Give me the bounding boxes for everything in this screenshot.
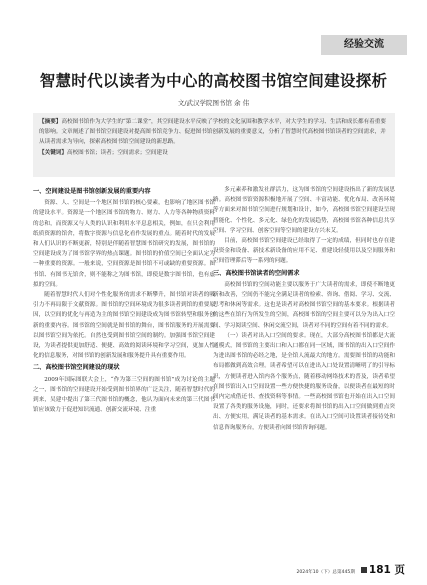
section-heading: 一、空间建设是图书馆创新发展的重要内容 [33,188,151,195]
abstract-label: 【摘要】 [39,119,62,125]
body-paragraph: 2009年国际图联大会上，“作为第三空间的图书馆”成为讨论的主题之一，图书馆的空间建设开始受到图书馆界的广泛关注，随着智慧时代的到来，吴建中提出了第三代图书馆的概念，他认为面向未来的第三代图书馆应该致力于促进知识流通、创新交流环境、注重 [33,376,215,414]
issue-info: 2024年10（下）总第445期 [296,570,355,575]
body-paragraph: 目前，高校图书馆空间建设已经取得了一定的成绩，但同时也存在建设资金和设备、新技术新设备的应用不足、重建设轻使用以及空间服务和空间管理滞后等一系列的问题。 [213,238,395,265]
keywords-text: 高校图书馆；读者；空间需求；空间建设 [66,149,168,156]
page-number-text: 181 页 [368,564,405,576]
article-author: 文/武汉学院图书馆 余 伟 [177,99,250,107]
body-paragraph: 多元素养和激发社群活力，这为图书馆的空间建设指出了新的发展思路。高校图书馆资源积极地开展了空间、丰富功能、优化布局、改善环境等方面来对图书馆空间进行规划和设计，如今，高校图书馆空间建设呈现智能化、个性化、多元化、绿色化的发展趋势，高校图书馆各种信息共享空间、学习空间、创客空间等空间的建设方兴未艾。 [213,187,395,234]
body-paragraph: 资源、人、空间是一个地区图书馆的核心要素，也影响了地区图书馆的建设水平。资源是一个地区图书馆的物力、财力、人力等各种物质资料的总和，而资源又与人类的认识和利用水平息息相关，例如，在只会利用纸质资源的馆舍，将数字资源与信息化看作发展的重点。随着时代的发展和人们认识的不断更新，特别是伴随着智慧图书馆研究的发展，图书馆的空间建设成为了图书馆学界的热点课题。图书馆的价值空间已全面认定为一种重要的资源。一般来说，空间资源是图书馆不可或缺的重要资源。图书馆、有图书无馆舍，则不能称之为图书馆，即使是数字图书馆，也有虚拟的空间。 [33,200,215,288]
abstract-text: 高校图书馆作为大学生的“第二课堂”，其空间建设水平反映了学校的文化氛围和教学水平，对大学生的学习、生活和成长都有着重要的影响。文章阐述了图书馆空间建设对提高图书馆竞争力、促进图书馆创新发展的重要意义，分析了智慧时代高校图书馆读者的空间需求，并从读者需求为导向，探索高校图书馆空间建设的新思路。 [39,119,386,146]
left-column [33,185,215,415]
abstract [39,117,389,148]
abstract-box [33,113,395,177]
section-heading: 三、高校图书馆读者的空间需求 [213,269,300,277]
column-tag: 经验交流 [321,35,407,55]
page-footer [296,562,405,577]
body-paragraph: 高校图书馆的空间功能主要以服务于广大读者的需求，即使不断地更新和改善，空间仍不能完全满足读者的检索、咨询、借阅、学习、交流、思考和休闲等需求。这也是读者对高校图书馆空间的基本要求。根据读者的这些在馆行为所发生的空间，高校图书馆的空间主要可以分为出入口空间、学习阅读空间、休闲交流空间，读者对不同的空间有着不同的需求。 [213,281,395,329]
keywords-label: 【关键词】 [39,149,67,156]
square-icon [361,567,367,573]
article-title: 智慧时代以读者为中心的高校图书馆空间建设探析 [39,72,388,90]
section-heading: 二、高校图书馆空间建设的现状 [33,364,120,372]
body-paragraph: （一）读者对出入口空间的要求。现在，大部分高校图书馆都是大流通模式，图书馆的主要出口和入口都在同一区域，图书馆的出入口空间作为进出图书馆的必经之地，是全馆人流最大的地方。需要图书馆的功能和布局都做到高效合理。读者希望可以在进出入口处设置清晰明了的引导标识，方便读者进入馆内各个服务点，随着移动网络技术的普及，读者希望在图书馆出入口空间设置一些方便快捷的服务设备，以便读者在最短的时间内完成借还书、查找资料等事情。一些高校图书馆也开始在出入口空间设置了各类的服务设施，同时，还要求将图书馆的出入口空间做到重点突出、方便实用，满足读者的基本需求。在出入口空间可设置读者接待处和信息咨询服务台，方便读者向图书馆咨询问题。 [213,332,395,431]
body-paragraph: 随着智慧时代人们对个性化服务的需求不断攀升，图书馆对读者的吸引力不再局限于文献资源。图书馆的空间环境成为很多读者到馆的重要原因，以空间的优化与再造为主的图书馆空间建设成为图书馆转型和服务创新的重要内容。图书馆的空间就是图书馆的舞台，图书馆服务的开展需要以图书馆空间为依托。自然也受到图书馆空间的制约。加强图书馆空间建设，为读者提供更加舒适、便捷、高效的阅读环境和学习空间，更加人性化的信息服务，对图书馆的创新发展和服务提升具有重要作用。 [33,292,215,360]
right-column [213,185,395,433]
page-number [361,562,405,577]
keywords [39,148,389,158]
